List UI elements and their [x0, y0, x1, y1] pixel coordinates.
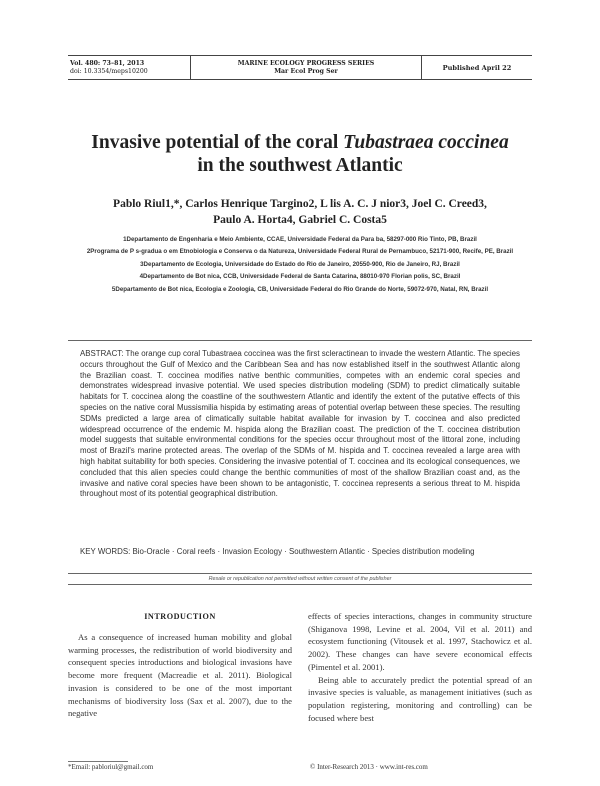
abstract-top-rule: [68, 340, 532, 341]
title-line2: in the southwest Atlantic: [197, 155, 403, 176]
resale-rule: [68, 584, 532, 585]
header-volume-cell: [68, 56, 190, 79]
journal-abbrev: Mar Ecol Prog Ser: [274, 67, 338, 75]
abstract-bottom-rule: [68, 573, 532, 574]
affiliation-4: 4Departamento de Bot nica, CCB, Universidade Federal de Santa Catarina, 88010-970 Florian polis, SC, Brazil: [139, 273, 461, 281]
affiliation-5: 5Departamento de Bot nica, Ecologia e Zoologia, CB, Universidade Federal do Rio Grande do Norte, 59072-970, Natal, RN, Brazil: [111, 285, 489, 293]
title-prefix: Invasive potential of the coral: [91, 132, 344, 153]
right-paragraph-2: Being able to accurately predict the potential spread of an invasive species is valuable, as management initiatives (such as population registering, monitoring and controlling) can be focused where best: [308, 674, 532, 723]
journal-name: MARINE ECOLOGY PROGRESS SERIES: [237, 59, 375, 67]
affiliation-2: 2Programa de P s-gradua o em Etnobiologia e Conserva o da Natureza, Universidade Federal Rural de Pernambuco, 52171-900, Recife, PE, Brazil: [86, 248, 514, 256]
abstract-text: ABSTRACT: The orange cup coral Tubastraea coccinea was the first scleractinean to invade the western Atlantic. The species occurs throughout the Gulf of Mexico and the Caribbean Sea and has now established itself in the southwest Atlantic along the Brazilian coast. T. coccinea modifies native benthic communities, competes with an endemic coral species and demonstrates widespread invasive potential. We used species distribution modeling (SDM) to predict climatically suitable habitats for T. coccinea along the coastline of the southwestern Atlantic and identify the extent of the putative effects of this species on the native coral Mussismilia hispida by estimating areas of potential overlap between these species. The resulting SDMs predicted a large area of climatically suitable habitat available for invasion by T. coccinea and also predicted widespread occurrence of the endemic M. hispida along the Brazilian coast. The prediction of the T. coccinea distribution model suggests that suitable environmental conditions for the species occur throughout most of the littoral zone, including most of Brazil's marine protected areas. The overlap of the SDMs of M. hispida and T. coccinea revealed a large area with high habitat suitability for both species. Considering the invasive potential of T. coccinea and its ecological consequences, we concluded that this alien species could change the benthic communities of most of the shallow Brazilian coast and, as the invasive and native coral species have been shown to be antagonistic, T. coccinea represents a serious threat to M. hispida throughout most of its potential geographical distribution.: [80, 349, 520, 499]
affiliation-3: 3Departamento de Ecologia, Universidade do Estado do Rio de Janeiro, 20550-900, Rio de Janeiro, RJ, Brazil: [140, 260, 460, 268]
copyright-notice: © Inter-Research 2013 · www.int-res.com: [310, 763, 428, 771]
volume-info: Vol. 480: 73–81, 2013: [70, 59, 145, 67]
affiliations: [40, 235, 560, 297]
affiliation-1: 1Departamento de Engenharia e Meio Ambiente, CCAE, Universidade Federal da Para ba, 58297-000 Rio Tinto, PB, Brazil: [123, 236, 477, 243]
author-list: [40, 196, 560, 228]
right-paragraph-1: effects of species interactions, changes in community structure (Shiganova 1998, Levine et al. 2004, Vil et al. 2011) and ecosystem functioning (Vitousek et al. 1997, Stachowicz et al. 2002). These changes can have severe economical effects (Pimentel et al. 2001).: [308, 611, 532, 672]
header-journal-cell: [190, 56, 422, 79]
right-column: [308, 610, 532, 724]
header-published-cell: [422, 56, 532, 79]
journal-header: [68, 55, 532, 80]
introduction-heading: INTRODUCTION: [144, 612, 216, 621]
intro-paragraph: As a consequence of increased human mobility and global warming processes, the redistribution of world biodiversity and consequent species introductions and biological invasions have become more frequent (Macreadie et al. 2011). Biological invasion is considered to be one of the most important mechanisms of biodiversity loss (Sax et al. 2007), due to the negative: [68, 632, 292, 719]
published-date: Published April 22: [442, 63, 512, 72]
footnote-rule: [68, 761, 128, 762]
left-column: [68, 631, 292, 720]
authors-line1: Pablo Riul1,*, Carlos Henrique Targino2, L lis A. C. J nior3, Joel C. Creed3,: [113, 198, 487, 210]
paper-title: [40, 131, 560, 177]
corresponding-email: *Email: pabloriul@gmail.com: [68, 763, 154, 771]
resale-notice: Resale or republication not permitted without written consent of the publisher: [208, 576, 392, 582]
keywords-text: KEY WORDS: Bio-Oracle · Coral reefs · Invasion Ecology · Southwestern Atlantic · Species distribution modeling: [80, 547, 475, 556]
title-species: Tubastraea coccinea: [343, 132, 509, 153]
doi-info: doi: 10.3354/meps10200: [70, 67, 148, 75]
authors-line2: Paulo A. Horta4, Gabriel C. Costa5: [213, 214, 387, 226]
